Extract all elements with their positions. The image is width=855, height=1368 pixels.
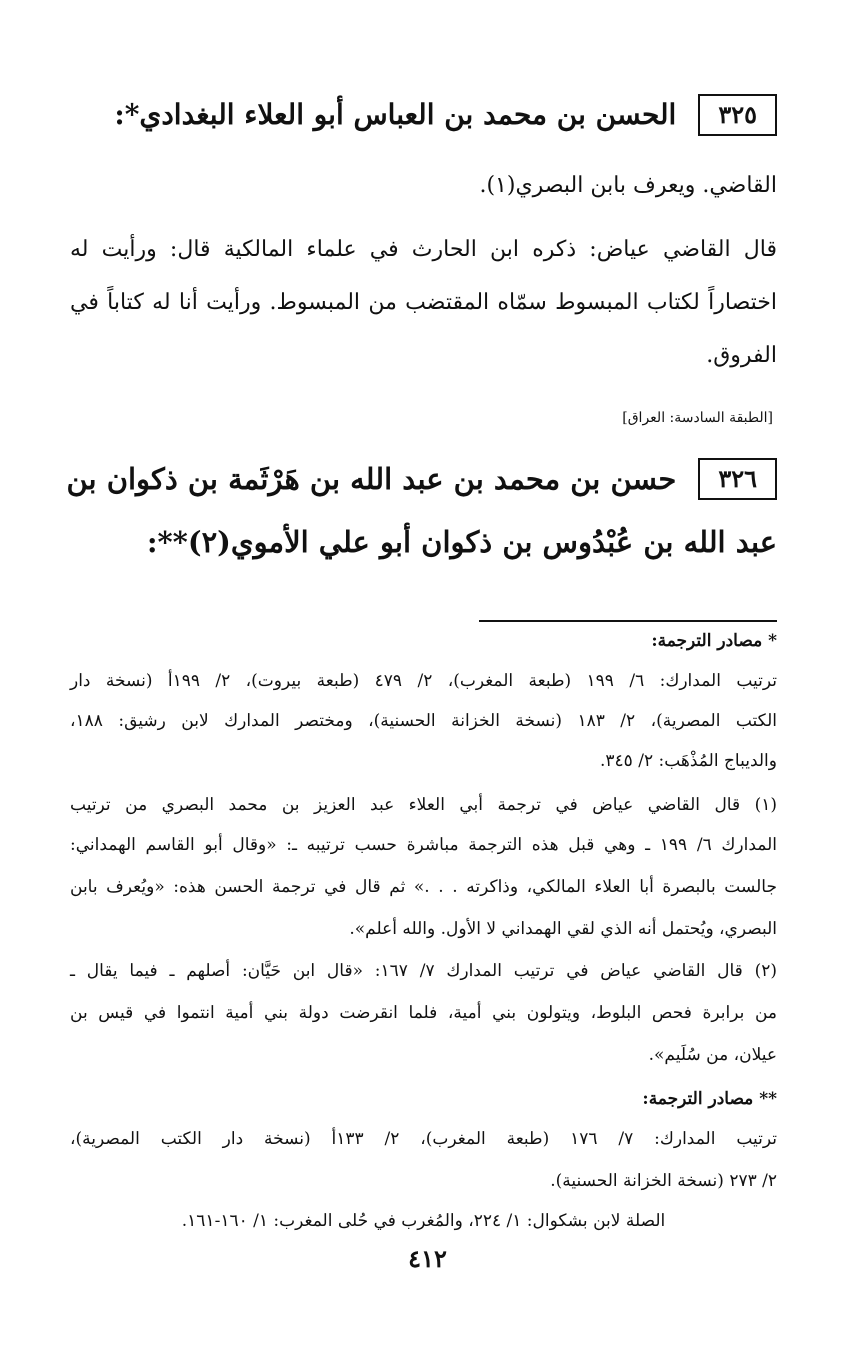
paragraph-line: قال القاضي عياض: ذكره ابن الحارث في علماء المالكية قال: ورأيت له — [70, 237, 777, 262]
paragraph-line: الفروق. — [706, 343, 777, 368]
paragraph-line: اختصاراً لكتاب المبسوط سمّاه المقتضب من المبسوط. ورأيت أنا له كتاباً في — [70, 290, 777, 315]
footnote-line: ترتيب المدارك: ٧/ ١٧٦ (طبعة المغرب)، ٢/ ١٣٣أ (نسخة دار الكتب المصرية)، — [70, 1129, 777, 1149]
footnote-line: الصلة لابن بشكوال: ١/ ٢٢٤، والمُغرب في حُلى المغرب: ١/ ١٦٠-١٦١. — [181, 1211, 666, 1231]
entry-line: القاضي. ويعرف بابن البصري(١). — [479, 173, 777, 198]
entry-326-heading — [60, 458, 777, 500]
footnote-line: ٢/ ٢٧٣ (نسخة الخزانة الحسنية). — [550, 1171, 777, 1191]
entry-number-box: ٣٢٦ — [698, 458, 777, 500]
footnote-line: جالست بالبصرة أبا العلاء المالكي، وذاكرته . . .» ثم قال في ترجمة الحسن هذه: «ويُعرف بابن — [70, 877, 777, 897]
footnote-line: والديباج المُذْهَب: ٢/ ٣٤٥. — [600, 751, 777, 771]
entry-title: الحسن بن محمد بن العباس أبو العلاء البغدادي*: — [114, 98, 677, 131]
footnote-line: (١) قال القاضي عياض في ترجمة أبي العلاء عبد العزيز بن محمد البصري من ترتيب — [70, 795, 777, 815]
footnote-line: الكتب المصرية)، ٢/ ١٨٣ (نسخة الخزانة الحسنية)، ومختصر المدارك لابن رشيق: ١٨٨، — [70, 711, 777, 731]
section-tag: [الطبقة السادسة: العراق] — [622, 410, 773, 426]
entry-title-continued: عبد الله بن عُبْدُوس بن ذكوان أبو علي الأموي(٢)**: — [146, 525, 777, 559]
entry-title: حسن بن محمد بن عبد الله بن هَرْثَمة بن ذكوان بن — [66, 462, 677, 496]
footnote-line: البصري، ويُحتمل أنه الذي لقي الهمداني لا الأول. والله أعلم». — [349, 919, 777, 939]
footnote-line: المدارك ٦/ ١٩٩ ـ وهي قبل هذه الترجمة مباشرة حسب ترتيبه ـ: «وقال أبو القاسم الهمداني: — [70, 835, 777, 855]
footnote-line: عيلان، من سُلَيم». — [648, 1045, 777, 1065]
footnote-line: من برابرة فحص البلوط، ويتولون بني أمية، فلما انقرضت دولة بني أمية انتموا في قيس بن — [70, 1003, 777, 1023]
sources-heading: * مصادر الترجمة: — [651, 631, 777, 651]
footnote-line: ترتيب المدارك: ٦/ ١٩٩ (طبعة المغرب)، ٢/ ٤٧٩ (طبعة بيروت)، ٢/ ١٩٩أ (نسخة دار — [70, 671, 777, 691]
footnote-line: (٢) قال القاضي عياض في ترتيب المدارك ٧/ ١٦٧: «قال ابن حَيَّان: أصلهم ـ فيما يقال ـ — [70, 961, 777, 981]
sources-heading: ** مصادر الترجمة: — [642, 1089, 777, 1109]
page-number: ٤١٢ — [408, 1244, 447, 1273]
footnote-divider — [479, 620, 777, 622]
entry-325-heading — [60, 94, 777, 136]
entry-number-box: ٣٢٥ — [698, 94, 777, 136]
